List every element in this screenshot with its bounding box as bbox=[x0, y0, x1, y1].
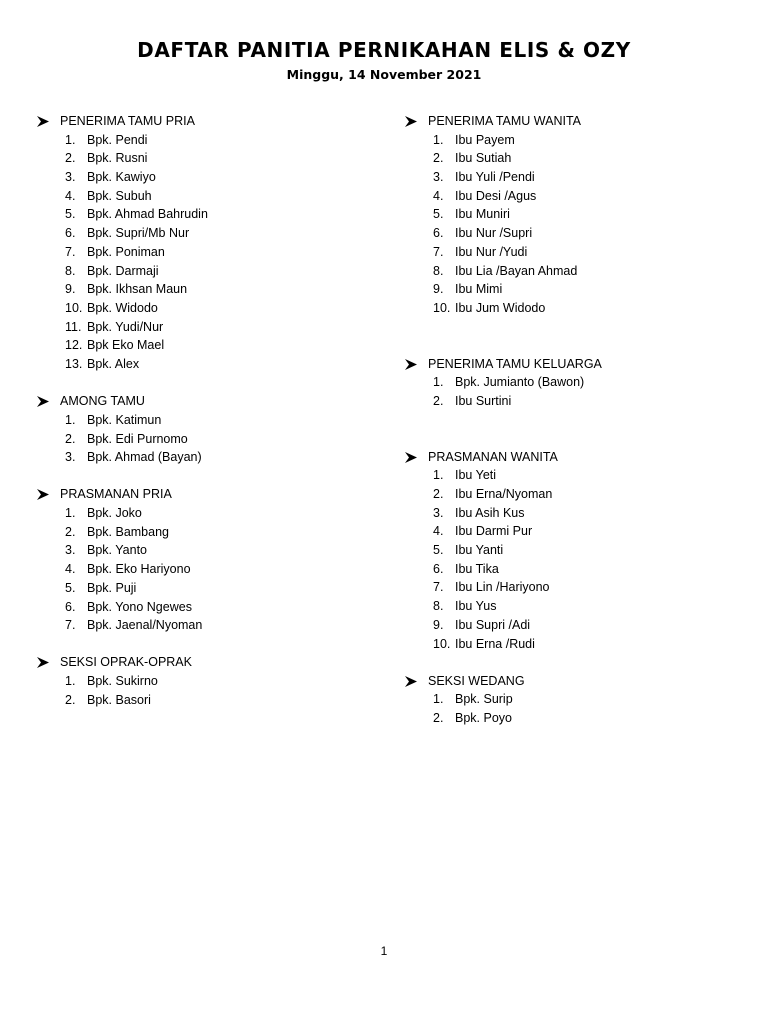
list-item-name: Bpk. Bambang bbox=[87, 524, 169, 539]
list-item bbox=[36, 541, 366, 560]
section-heading-label: SEKSI OPRAK-OPRAK bbox=[60, 655, 192, 670]
list-item bbox=[36, 280, 366, 299]
section-heading-label: PRASMANAN WANITA bbox=[428, 449, 558, 464]
list-item-number: 6. bbox=[433, 226, 444, 241]
list-item-name: Bpk. Edi Purnomo bbox=[87, 431, 188, 446]
list-item-number: 4. bbox=[433, 188, 444, 203]
list-item bbox=[404, 597, 734, 616]
list-item-name: Ibu Yeti bbox=[455, 468, 497, 483]
list-item bbox=[36, 205, 366, 224]
list-item bbox=[36, 672, 366, 691]
list-item-name: Bpk. Widodo bbox=[87, 300, 158, 315]
list-item-number: 7. bbox=[65, 618, 76, 633]
list-item-name: Bpk. Poniman bbox=[87, 244, 165, 259]
list-item-name: Bpk. Sukirno bbox=[87, 674, 158, 689]
arrowhead-bullet-icon bbox=[36, 395, 50, 408]
arrowhead-bullet-icon bbox=[36, 488, 50, 501]
list-item-number: 1. bbox=[433, 468, 444, 483]
list-item-number: 12. bbox=[65, 338, 83, 353]
list-item bbox=[404, 224, 734, 243]
list-item bbox=[404, 616, 734, 635]
list-item-number: 7. bbox=[433, 244, 444, 259]
list-item-number: 1. bbox=[433, 375, 444, 390]
list-item-name: Bpk. Katimun bbox=[87, 412, 162, 427]
list-item-name: Bpk. Joko bbox=[87, 506, 142, 521]
list-item-number: 5. bbox=[433, 207, 444, 222]
list-item-name: Bpk. Surip bbox=[455, 692, 513, 707]
list-item-number: 2. bbox=[65, 692, 76, 707]
list-item-name: Ibu Jum Widodo bbox=[455, 300, 546, 315]
left-column bbox=[36, 112, 366, 728]
list-item-number: 3. bbox=[433, 170, 444, 185]
arrowhead-bullet-icon bbox=[404, 451, 418, 464]
committee-section bbox=[404, 448, 734, 654]
section-heading bbox=[404, 448, 734, 467]
list-item-number: 2. bbox=[433, 151, 444, 166]
list-item-name: Ibu Lia /Bayan Ahmad bbox=[455, 263, 578, 278]
list-item-number: 8. bbox=[433, 263, 444, 278]
list-item-name: Ibu Mimi bbox=[455, 282, 503, 297]
list-item-number: 3. bbox=[65, 170, 76, 185]
list-item-name: Ibu Surtini bbox=[455, 393, 512, 408]
list-item-name: Ibu Yanti bbox=[455, 543, 504, 558]
list-item bbox=[404, 541, 734, 560]
page-number: 1 bbox=[380, 944, 388, 958]
list-item-number: 5. bbox=[65, 580, 76, 595]
list-item bbox=[36, 187, 366, 206]
list-item-name: Bpk. Ahmad Bahrudin bbox=[87, 207, 208, 222]
list-item bbox=[404, 205, 734, 224]
list-item bbox=[36, 149, 366, 168]
list-item-name: Ibu Desi /Agus bbox=[455, 188, 537, 203]
list-item-name: Bpk. Yudi/Nur bbox=[87, 319, 164, 334]
list-item bbox=[404, 131, 734, 150]
arrowhead-bullet-icon bbox=[36, 656, 50, 669]
committee-section bbox=[36, 485, 366, 635]
section-heading-label: PENERIMA TAMU WANITA bbox=[428, 114, 582, 128]
list-item-name: Bpk. Alex bbox=[87, 356, 140, 371]
list-item bbox=[404, 560, 734, 579]
list-item-name: Ibu Darmi Pur bbox=[455, 524, 533, 539]
section-heading bbox=[404, 672, 734, 691]
list-item-number: 6. bbox=[65, 599, 76, 614]
list-item bbox=[404, 149, 734, 168]
committee-section bbox=[36, 653, 366, 709]
section-heading-label: PENERIMA TAMU PRIA bbox=[60, 114, 195, 128]
list-item bbox=[36, 430, 366, 449]
right-column bbox=[404, 112, 734, 746]
list-item bbox=[36, 691, 366, 710]
list-item-name: Ibu Yus bbox=[455, 599, 497, 614]
list-item-name: Bpk. Eko Hariyono bbox=[87, 562, 191, 577]
list-item-number: 2. bbox=[65, 524, 76, 539]
arrowhead-bullet-icon bbox=[404, 358, 418, 371]
document-date: Minggu, 14 November 2021 bbox=[286, 67, 482, 82]
list-item-name: Bpk. Subuh bbox=[87, 188, 152, 203]
list-item-name: Ibu Yuli /Pendi bbox=[455, 170, 535, 185]
list-item bbox=[404, 392, 734, 411]
committee-section bbox=[404, 672, 734, 728]
list-item-number: 6. bbox=[433, 561, 444, 576]
section-heading bbox=[36, 485, 366, 504]
list-item-number: 1. bbox=[433, 132, 444, 147]
list-item-name: Ibu Lin /Hariyono bbox=[455, 580, 550, 595]
committee-section bbox=[36, 392, 366, 467]
list-item-number: 11. bbox=[65, 319, 82, 334]
list-item bbox=[404, 373, 734, 392]
list-item-name: Bpk. Poyo bbox=[455, 711, 512, 726]
list-item-number: 7. bbox=[65, 244, 76, 259]
list-item bbox=[404, 690, 734, 709]
section-heading-label: AMONG TAMU bbox=[60, 394, 145, 409]
list-item-number: 2. bbox=[433, 711, 444, 726]
list-item-name: Bpk. Basori bbox=[87, 692, 151, 707]
committee-section bbox=[404, 112, 734, 318]
list-item bbox=[36, 598, 366, 617]
list-item-name: Ibu Erna/Nyoman bbox=[455, 487, 553, 501]
arrowhead-bullet-icon bbox=[404, 115, 418, 128]
list-item bbox=[404, 168, 734, 187]
section-heading bbox=[36, 112, 366, 131]
list-item-name: Bpk Eko Mael bbox=[87, 338, 165, 353]
committee-section bbox=[36, 112, 366, 374]
list-item-number: 3. bbox=[65, 543, 76, 558]
list-item-name: Bpk. Yono Ngewes bbox=[87, 599, 192, 614]
document-title: DAFTAR PANITIA PERNIKAHAN ELIS & OZY bbox=[137, 38, 631, 62]
list-item-number: 1. bbox=[65, 132, 76, 147]
list-item bbox=[36, 299, 366, 318]
list-item bbox=[36, 579, 366, 598]
list-item-number: 7. bbox=[433, 580, 444, 595]
list-item-number: 4. bbox=[65, 188, 76, 203]
list-item-name: Bpk. Darmaji bbox=[87, 263, 159, 278]
list-item-number: 2. bbox=[65, 151, 76, 166]
list-item-number: 1. bbox=[433, 692, 444, 707]
list-item bbox=[36, 336, 366, 355]
list-item-number: 1. bbox=[65, 506, 76, 521]
list-item bbox=[404, 187, 734, 206]
list-item-name: Bpk. Ikhsan Maun bbox=[87, 282, 188, 297]
section-heading bbox=[404, 355, 734, 374]
section-heading-label: SEKSI WEDANG bbox=[428, 673, 525, 688]
list-item-name: Bpk. Jumianto (Bawon) bbox=[455, 375, 585, 390]
list-item bbox=[404, 504, 734, 523]
list-item bbox=[404, 299, 734, 318]
list-item bbox=[404, 262, 734, 281]
list-item-name: Bpk. Jaenal/Nyoman bbox=[87, 618, 203, 633]
arrowhead-bullet-icon bbox=[404, 675, 418, 688]
list-item-name: Bpk. Supri/Mb Nur bbox=[87, 226, 190, 241]
list-item-name: Bpk. Rusni bbox=[87, 151, 148, 166]
list-item-name: Bpk. Kawiyo bbox=[87, 170, 156, 185]
list-item bbox=[36, 523, 366, 542]
list-item-number: 4. bbox=[65, 562, 76, 577]
list-item-name: Ibu Asih Kus bbox=[455, 505, 525, 520]
section-heading bbox=[404, 112, 734, 131]
list-item-name: Bpk. Puji bbox=[87, 580, 137, 595]
section-heading bbox=[36, 653, 366, 672]
list-item-name: Ibu Tika bbox=[455, 561, 499, 576]
section-heading-label: PENERIMA TAMU KELUARGA bbox=[428, 356, 602, 371]
list-item-number: 9. bbox=[433, 617, 444, 632]
list-item-name: Bpk. Ahmad (Bayan) bbox=[87, 450, 202, 465]
list-item bbox=[404, 578, 734, 597]
list-item-name: Ibu Supri /Adi bbox=[455, 617, 531, 632]
list-item bbox=[36, 262, 366, 281]
list-item-number: 8. bbox=[65, 263, 76, 278]
list-item-number: 1. bbox=[65, 412, 76, 427]
list-item bbox=[404, 466, 734, 485]
list-item-number: 13. bbox=[65, 356, 83, 371]
list-item bbox=[36, 168, 366, 187]
list-item bbox=[36, 448, 366, 467]
list-item-number: 3. bbox=[433, 505, 444, 520]
arrowhead-bullet-icon bbox=[36, 115, 50, 128]
list-item bbox=[36, 560, 366, 579]
list-item-number: 10. bbox=[433, 300, 451, 315]
list-item bbox=[36, 224, 366, 243]
list-item-number: 6. bbox=[65, 226, 76, 241]
list-item bbox=[36, 318, 366, 337]
list-item-name: Ibu Muniri bbox=[455, 207, 510, 222]
list-item bbox=[36, 411, 366, 430]
list-item-number: 2. bbox=[65, 431, 76, 446]
list-item-number: 10. bbox=[433, 636, 451, 651]
list-item-number: 5. bbox=[433, 543, 444, 558]
list-item-number: 4. bbox=[433, 524, 444, 539]
list-item bbox=[404, 485, 734, 504]
committee-section bbox=[404, 355, 734, 411]
list-item bbox=[36, 504, 366, 523]
list-item-number: 2. bbox=[433, 487, 444, 501]
list-item-name: Ibu Nur /Yudi bbox=[455, 244, 528, 259]
list-item bbox=[404, 522, 734, 541]
list-item-number: 9. bbox=[65, 282, 76, 297]
section-heading-label: PRASMANAN PRIA bbox=[60, 487, 172, 502]
list-item-number: 3. bbox=[65, 450, 76, 465]
list-item-number: 10. bbox=[65, 300, 83, 315]
list-item-name: Bpk. Yanto bbox=[87, 543, 147, 558]
list-item-number: 8. bbox=[433, 599, 444, 614]
list-item bbox=[36, 243, 366, 262]
list-item-number: 2. bbox=[433, 393, 444, 408]
list-item bbox=[404, 635, 734, 654]
list-item-name: Ibu Erna /Rudi bbox=[455, 636, 535, 651]
list-item bbox=[404, 243, 734, 262]
list-item-name: Ibu Payem bbox=[455, 132, 515, 147]
list-item bbox=[36, 616, 366, 635]
list-item bbox=[404, 280, 734, 299]
section-heading bbox=[36, 392, 366, 411]
list-item-name: Bpk. Pendi bbox=[87, 132, 148, 147]
list-item-number: 9. bbox=[433, 282, 444, 297]
list-item-name: Ibu Sutiah bbox=[455, 151, 512, 166]
list-item bbox=[404, 709, 734, 728]
list-item bbox=[36, 131, 366, 150]
list-item-name: Ibu Nur /Supri bbox=[455, 226, 533, 241]
list-item-number: 1. bbox=[65, 674, 76, 689]
list-item-number: 5. bbox=[65, 207, 76, 222]
list-item bbox=[36, 355, 366, 374]
